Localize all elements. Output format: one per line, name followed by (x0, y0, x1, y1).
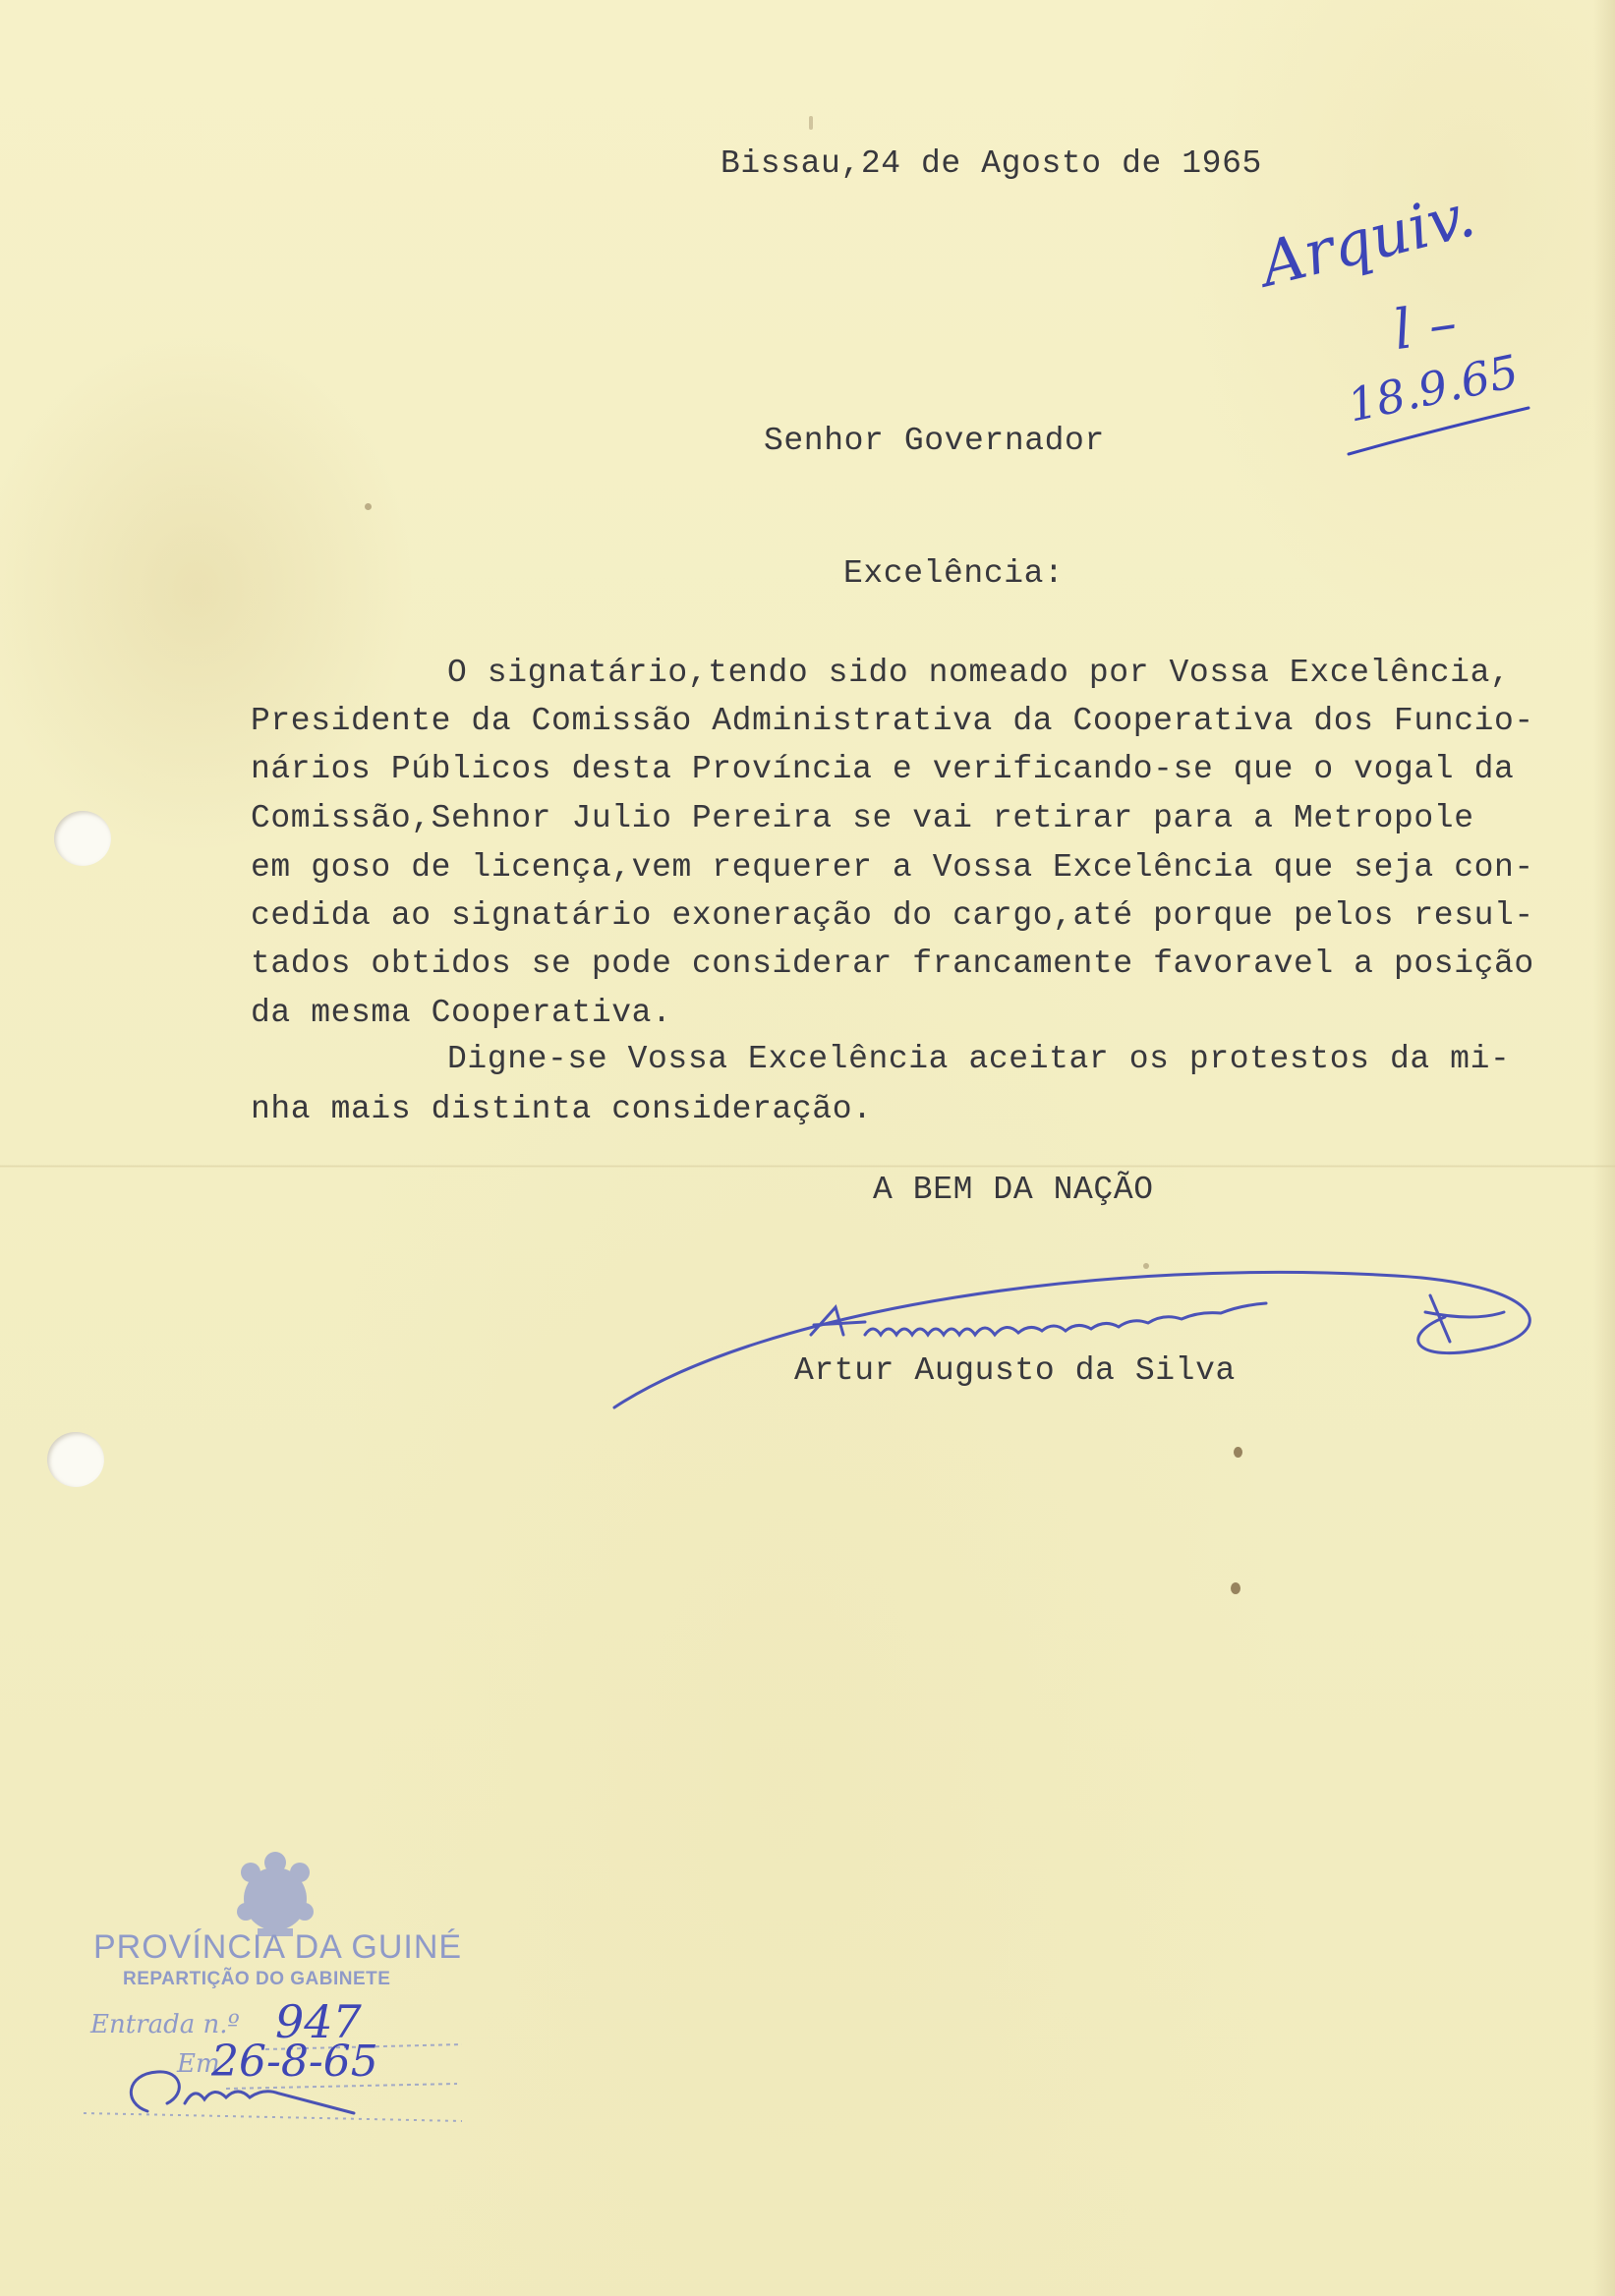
stamp-entry-label: Entrada n.º (90, 2010, 240, 2039)
body-line: O signatário,tendo sido nomeado por Vossa Excelência, (447, 655, 1511, 691)
handwritten-annotation: Arquiv. (1253, 178, 1482, 301)
date-line: Bissau,24 de Agosto de 1965 (721, 145, 1262, 182)
body-line: Comissão,Sehnor Julio Pereira se vai retirar para a Metropole (251, 800, 1474, 836)
handwritten-initial: l – (1389, 290, 1461, 364)
stamp-date-label: Em (177, 2049, 220, 2079)
stamp-province: PROVÍNCIA DA GUINÉ (93, 1928, 463, 1966)
body-line: da mesma Cooperativa. (251, 995, 672, 1031)
body-line: Digne-se Vossa Excelência aceitar os protestos da mi- (447, 1041, 1511, 1077)
stamp-entry-number: 947 (275, 1995, 362, 2048)
coat-of-arms-icon (237, 1852, 314, 1936)
stamp-entry-date: 26-8-65 (211, 2037, 378, 2087)
stamp-department: REPARTIÇÃO DO GABINETE (123, 1969, 391, 1989)
salutation: Excelência: (843, 555, 1065, 592)
body-line: Presidente da Comissão Administrativa da Cooperativa dos Funcio- (251, 703, 1534, 739)
body-line: cedida ao signatário exoneração do cargo,até porque pelos resul- (251, 897, 1534, 934)
handwritten-date: 18.9.65 (1343, 344, 1524, 432)
signatory-name: Artur Augusto da Silva (794, 1352, 1236, 1389)
body-line: nários Públicos desta Província e verificando-se que o vogal da (251, 751, 1515, 787)
body-line: tados obtidos se pode considerar francamente favoravel a posição (251, 946, 1534, 982)
addressee: Senhor Governador (764, 423, 1105, 459)
body-line: nha mais distinta consideração. (251, 1091, 873, 1127)
body-line: em goso de licença,vem requerer a Vossa Excelência que seja con- (251, 849, 1534, 886)
closing-formula: A BEM DA NAÇÃO (873, 1172, 1154, 1208)
